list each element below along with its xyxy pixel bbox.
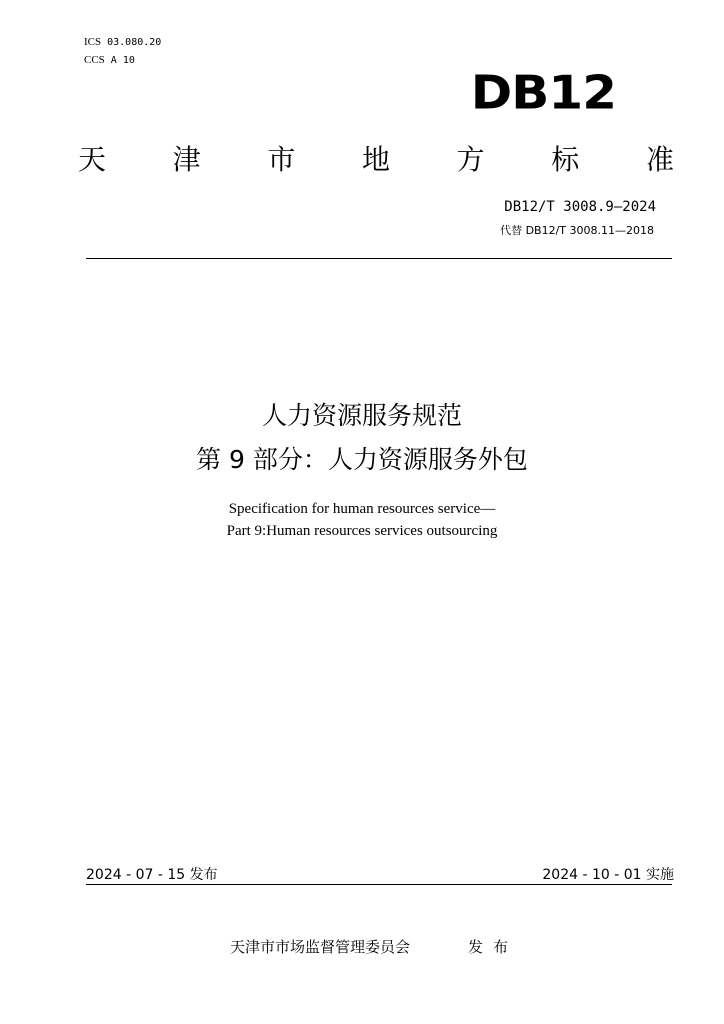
title-cn-part: 第 9 部分：人力资源服务外包 [196,445,528,474]
title-cn-main: 人力资源服务规范 [261,401,462,430]
issue-word: 发布 [468,938,519,956]
title-en-part: Part 9:Human resources services outsourcing [226,523,498,539]
standard-type-char: 方 [456,143,485,176]
ccs-code: A 10 [110,55,135,66]
standard-type-char: 准 [645,143,674,176]
ccs-line [84,54,135,66]
standard-type-char: 津 [172,143,201,176]
issuer-name: 天津市市场监督管理委员会 [230,938,411,956]
standard-type-char: 天 [78,143,107,176]
ccs-label: CCS [84,54,105,66]
db-logo: DB12 [470,66,616,120]
ics-label: ICS [84,36,102,48]
standard-type-title [78,138,674,178]
implementation-date: 2024 - 10 - 01 实施 [542,867,674,883]
standard-number: DB12/T 3008.9—2024 [504,199,656,215]
standard-type-char: 市 [267,143,296,176]
ics-line [84,36,161,48]
replaces-note: 代替 DB12/T 3008.11—2018 [500,224,654,237]
title-en-main: Specification for human resources service— [228,501,496,517]
standard-type-char: 标 [551,143,580,176]
footer-divider [86,884,672,885]
ics-code: 03.080.20 [107,37,162,48]
standard-type-char: 地 [361,143,390,176]
issue-date: 2024 - 07 - 15 发布 [86,867,218,883]
header-divider [86,258,672,259]
